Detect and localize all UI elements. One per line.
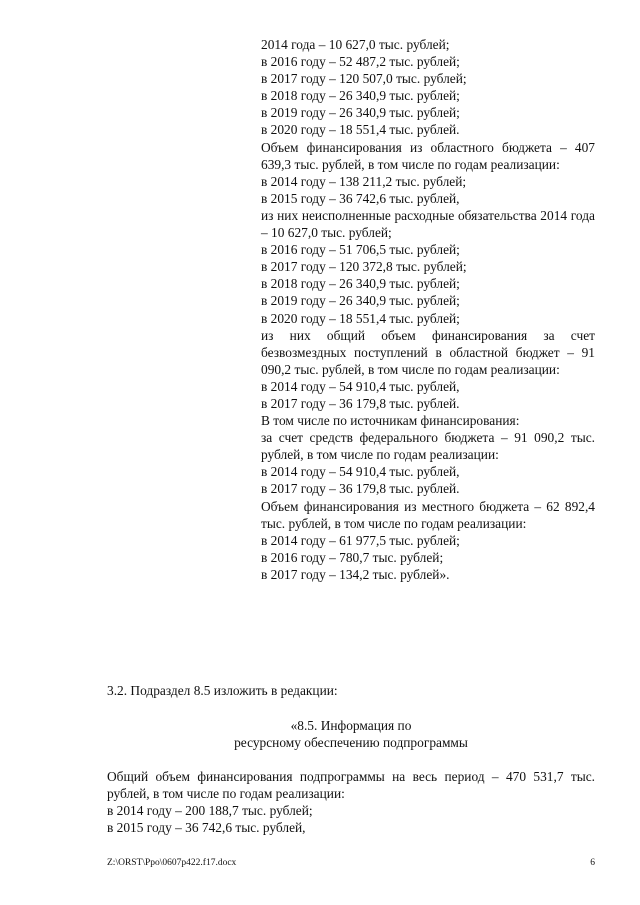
text-line: в 2014 году – 200 188,7 тыс. рублей; bbox=[107, 803, 313, 819]
text-line: в 2017 году – 134,2 тыс. рублей». bbox=[261, 566, 450, 582]
funding-sources-line: В том числе по источникам финансирования: bbox=[261, 413, 520, 429]
text-line: в 2018 году – 26 340,9 тыс. рублей; bbox=[261, 276, 460, 292]
text-line: в 2014 году – 54 910,4 тыс. рублей, bbox=[261, 378, 460, 394]
gratuitous-receipts-paragraph: из них общий объем финансирования за счет безвозмездных поступлений в областной бюджет – 91 090,2 тыс. рублей, в том числе по годам реализации: bbox=[261, 327, 595, 377]
footer-file-path: Z:\ORST\Ppo\0607p422.f17.docx bbox=[107, 858, 237, 868]
text-line: в 2020 году – 18 551,4 тыс. рублей. bbox=[261, 122, 460, 138]
text-line: в 2016 году – 52 487,2 тыс. рублей; bbox=[261, 54, 460, 70]
text-line: в 2014 году – 61 977,5 тыс. рублей; bbox=[261, 532, 460, 548]
text-line: в 2017 году – 36 179,8 тыс. рублей. bbox=[261, 395, 460, 411]
text-line: в 2019 году – 26 340,9 тыс. рублей; bbox=[261, 293, 460, 309]
text-line: в 2020 году – 18 551,4 тыс. рублей; bbox=[261, 310, 460, 326]
text-line: в 2017 году – 120 372,8 тыс. рублей; bbox=[261, 259, 467, 275]
text-line: 2014 года – 10 627,0 тыс. рублей; bbox=[261, 37, 450, 52]
text-line: в 2019 году – 26 340,9 тыс. рублей; bbox=[261, 105, 460, 121]
text-line: в 2016 году – 51 706,5 тыс. рублей; bbox=[261, 242, 460, 258]
text-line: в 2015 году – 36 742,6 тыс. рублей, bbox=[261, 190, 460, 206]
text-line: в 2014 году – 138 211,2 тыс. рублей; bbox=[261, 173, 467, 189]
text-line: в 2018 году – 26 340,9 тыс. рублей; bbox=[261, 88, 460, 104]
heading-line-2: ресурсному обеспечению подпрограммы bbox=[234, 735, 468, 751]
total-funding-text: Общий объем финансирования подпрограммы на весь период – 470 531,7 тыс. рублей, в том числе по годам реализации: bbox=[107, 769, 595, 802]
funding-column bbox=[261, 36, 595, 583]
item-3-2 bbox=[107, 682, 595, 699]
federal-budget-paragraph: за счет средств федерального бюджета – 91 090,2 тыс. рублей, в том числе по годам реализации: bbox=[261, 430, 595, 463]
total-funding-paragraph bbox=[107, 768, 595, 802]
footer-page-number: 6 bbox=[590, 858, 595, 868]
resource-section-body bbox=[107, 768, 595, 836]
text-line: в 2016 году – 780,7 тыс. рублей; bbox=[261, 549, 444, 565]
text-line: в 2014 году – 54 910,4 тыс. рублей, bbox=[261, 464, 460, 480]
text-line: в 2017 году – 120 507,0 тыс. рублей; bbox=[261, 71, 467, 87]
text-line: в 2017 году – 36 179,8 тыс. рублей. bbox=[261, 481, 460, 497]
local-budget-paragraph: Объем финансирования из местного бюджета – 62 892,4 тыс. рублей, в том числе по годам реализации: bbox=[261, 498, 595, 531]
item-3-2-text: 3.2. Подраздел 8.5 изложить в редакции: bbox=[107, 683, 338, 698]
regional-budget-paragraph: Объем финансирования из областного бюджета – 407 639,3 тыс. рублей, в том числе по годам реализации: bbox=[261, 139, 595, 172]
section-heading bbox=[107, 717, 595, 751]
text-line: в 2015 году – 36 742,6 тыс. рублей, bbox=[107, 820, 306, 836]
unfulfilled-obligations-paragraph: из них неисполненные расходные обязательства 2014 года – 10 627,0 тыс. рублей; bbox=[261, 207, 595, 241]
heading-line-1: «8.5. Информация по bbox=[290, 718, 412, 733]
